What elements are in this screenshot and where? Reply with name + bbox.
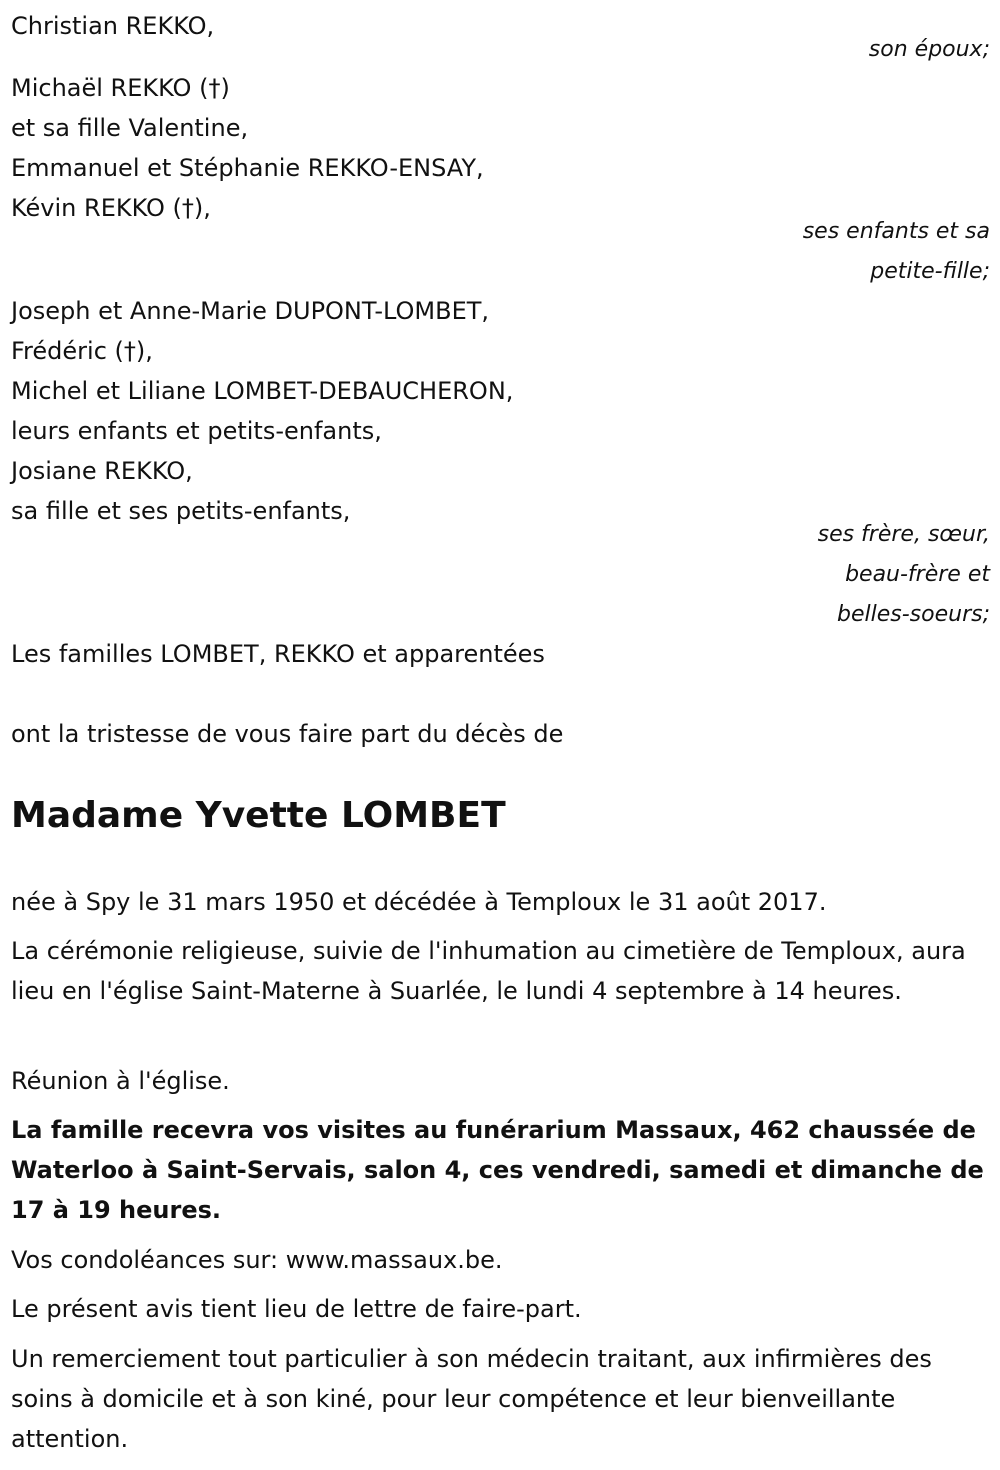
spouse-name: Christian REKKO, <box>11 12 215 40</box>
ceremony-text: La cérémonie religieuse, suivie de l'inhumation au cimetière de Temploux, aura lieu en l'église Saint-Materne à Suarlée, le lundi 4 septembre à 14 heures. <box>11 937 966 1005</box>
families-line: Les familles LOMBET, REKKO et apparentées <box>11 640 545 668</box>
children-role: petite-fille; <box>870 259 990 284</box>
sibling-line: Josiane REKKO, <box>11 457 193 485</box>
thanks-text: Un remerciement tout particulier à son médecin traitant, aux infirmières des soins à domicile et à son kiné, pour leur compétence et leur bienveillante attention. <box>11 1345 932 1453</box>
condolences-text: Vos condoléances sur: www.massaux.be. <box>11 1246 503 1274</box>
meeting-text: Réunion à l'église. <box>11 1067 230 1095</box>
sibling-line: Joseph et Anne-Marie DUPONT-LOMBET, <box>11 297 490 325</box>
announcement: ont la tristesse de vous faire part du décès de <box>11 720 564 748</box>
siblings-role: ses frère, sœur, <box>817 522 990 547</box>
children-role: ses enfants et sa <box>802 219 990 244</box>
birth-death-text: née à Spy le 31 mars 1950 et décédée à Temploux le 31 août 2017. <box>11 888 827 916</box>
child-line: Michaël REKKO (†) <box>11 74 230 102</box>
deceased-name: Madame Yvette LOMBET <box>11 795 506 836</box>
spouse-role: son époux; <box>868 37 990 62</box>
siblings-role: belles-soeurs; <box>837 602 990 627</box>
child-line: Kévin REKKO (†), <box>11 194 211 222</box>
siblings-role: beau-frère et <box>845 562 990 587</box>
sibling-line: Michel et Liliane LOMBET-DEBAUCHERON, <box>11 377 514 405</box>
child-line: Emmanuel et Stéphanie REKKO-ENSAY, <box>11 154 484 182</box>
child-line: et sa fille Valentine, <box>11 114 249 142</box>
visits-text: La famille recevra vos visites au funérarium Massaux, 462 chaussée de Waterloo à Saint-Servais, salon 4, ces vendredi, samedi et dimanche de 17 à 19 heures. <box>11 1116 984 1224</box>
notice-text: Le présent avis tient lieu de lettre de faire-part. <box>11 1295 582 1323</box>
sibling-line: leurs enfants et petits-enfants, <box>11 417 382 445</box>
sibling-line: Frédéric (†), <box>11 337 153 365</box>
sibling-line: sa fille et ses petits-enfants, <box>11 497 351 525</box>
